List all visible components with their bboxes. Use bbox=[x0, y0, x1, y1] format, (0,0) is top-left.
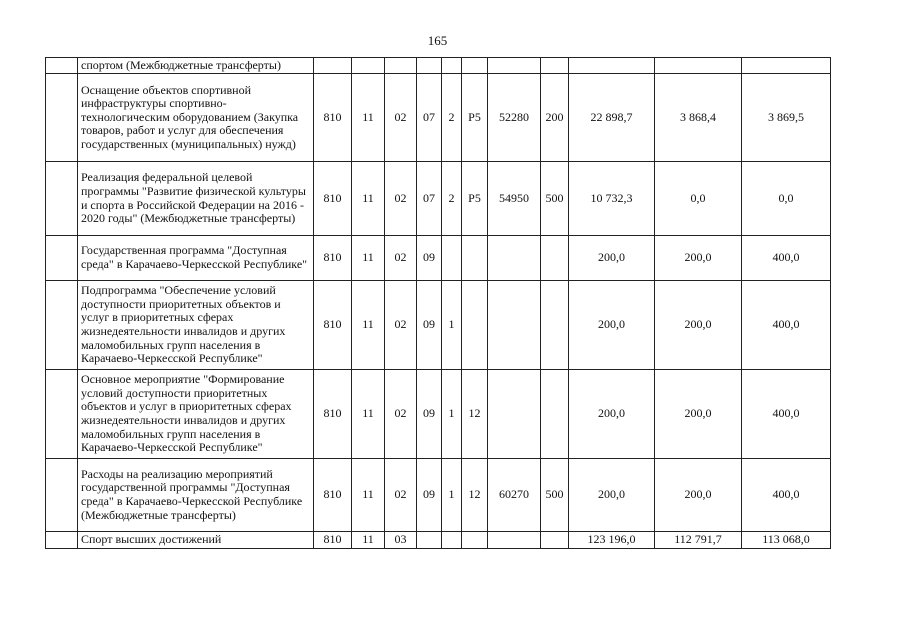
code-vr-cell bbox=[541, 532, 569, 549]
code-ved-cell: 810 bbox=[314, 236, 352, 281]
code-pr-cell: 02 bbox=[385, 74, 417, 162]
code-vr-cell: 200 bbox=[541, 74, 569, 162]
amount-year2-cell: 112 791,7 bbox=[655, 532, 742, 549]
code-rz-cell: 11 bbox=[352, 236, 385, 281]
code-pr-cell: 02 bbox=[385, 281, 417, 370]
code-pr-cell: 02 bbox=[385, 459, 417, 532]
amount-year2-cell: 200,0 bbox=[655, 459, 742, 532]
amount-year3-cell: 400,0 bbox=[742, 459, 831, 532]
code-sub-cell: 2 bbox=[442, 74, 462, 162]
amount-year2-cell: 200,0 bbox=[655, 236, 742, 281]
code-osn-cell: 12 bbox=[462, 459, 488, 532]
code-ved-cell: 810 bbox=[314, 74, 352, 162]
code-sub-cell: 2 bbox=[442, 162, 462, 236]
index-cell bbox=[46, 162, 78, 236]
code-rz-cell: 11 bbox=[352, 370, 385, 459]
code-prog-cell: 07 bbox=[417, 74, 442, 162]
amount-year1-cell bbox=[569, 58, 655, 74]
amount-year2-cell: 200,0 bbox=[655, 281, 742, 370]
amount-year2-cell: 0,0 bbox=[655, 162, 742, 236]
item-name-cell: Оснащение объектов спортивной инфраструктуры спортивно-технологическим оборудованием (Закупка товаров, работ и услуг для обеспечения государственных (муниципальных) нужд) bbox=[78, 74, 314, 162]
index-cell bbox=[46, 532, 78, 549]
code-rz-cell: 11 bbox=[352, 281, 385, 370]
amount-year1-cell: 200,0 bbox=[569, 459, 655, 532]
code-sub-cell bbox=[442, 532, 462, 549]
code-sub-cell: 1 bbox=[442, 370, 462, 459]
index-cell bbox=[46, 370, 78, 459]
table-row bbox=[46, 459, 831, 532]
item-name-cell: Реализация федеральной целевой программы "Развитие физической культуры и спорта в Российской Федерации на 2016 - 2020 годы" (Межбюджетные трансферты) bbox=[78, 162, 314, 236]
code-prog-cell bbox=[417, 532, 442, 549]
code-prog-cell: 09 bbox=[417, 236, 442, 281]
code-ved-cell: 810 bbox=[314, 162, 352, 236]
code-pr-cell: 02 bbox=[385, 370, 417, 459]
code-osn-cell bbox=[462, 532, 488, 549]
table-row bbox=[46, 281, 831, 370]
code-dir-cell: 52280 bbox=[488, 74, 541, 162]
amount-year1-cell: 200,0 bbox=[569, 281, 655, 370]
code-dir-cell bbox=[488, 370, 541, 459]
index-cell bbox=[46, 281, 78, 370]
amount-year1-cell: 10 732,3 bbox=[569, 162, 655, 236]
code-prog-cell: 09 bbox=[417, 459, 442, 532]
amount-year3-cell: 113 068,0 bbox=[742, 532, 831, 549]
amount-year2-cell: 200,0 bbox=[655, 370, 742, 459]
amount-year1-cell: 22 898,7 bbox=[569, 74, 655, 162]
amount-year3-cell: 0,0 bbox=[742, 162, 831, 236]
code-dir-cell: 60270 bbox=[488, 459, 541, 532]
index-cell bbox=[46, 58, 78, 74]
code-pr-cell bbox=[385, 58, 417, 74]
code-osn-cell bbox=[462, 58, 488, 74]
index-cell bbox=[46, 74, 78, 162]
item-name-cell: спортом (Межбюджетные трансферты) bbox=[78, 58, 314, 74]
code-rz-cell: 11 bbox=[352, 74, 385, 162]
code-vr-cell bbox=[541, 370, 569, 459]
code-dir-cell bbox=[488, 58, 541, 74]
code-vr-cell bbox=[541, 58, 569, 74]
code-ved-cell: 810 bbox=[314, 459, 352, 532]
code-dir-cell bbox=[488, 236, 541, 281]
code-rz-cell: 11 bbox=[352, 532, 385, 549]
item-name-cell: Спорт высших достижений bbox=[78, 532, 314, 549]
code-osn-cell: 12 bbox=[462, 370, 488, 459]
code-osn-cell bbox=[462, 281, 488, 370]
amount-year2-cell: 3 868,4 bbox=[655, 74, 742, 162]
index-cell bbox=[46, 459, 78, 532]
amount-year3-cell: 400,0 bbox=[742, 370, 831, 459]
table-row bbox=[46, 532, 831, 549]
code-sub-cell bbox=[442, 58, 462, 74]
code-pr-cell: 03 bbox=[385, 532, 417, 549]
table-row bbox=[46, 58, 831, 74]
amount-year1-cell: 200,0 bbox=[569, 236, 655, 281]
amount-year2-cell bbox=[655, 58, 742, 74]
code-sub-cell: 1 bbox=[442, 281, 462, 370]
code-osn-cell: Р5 bbox=[462, 162, 488, 236]
amount-year1-cell: 123 196,0 bbox=[569, 532, 655, 549]
amount-year3-cell: 400,0 bbox=[742, 236, 831, 281]
item-name-cell: Расходы на реализацию мероприятий государственной программы "Доступная среда" в Карачаево-Черкесской Республике (Межбюджетные трансферты) bbox=[78, 459, 314, 532]
code-pr-cell: 02 bbox=[385, 236, 417, 281]
code-prog-cell bbox=[417, 58, 442, 74]
code-ved-cell: 810 bbox=[314, 281, 352, 370]
code-rz-cell: 11 bbox=[352, 162, 385, 236]
amount-year1-cell: 200,0 bbox=[569, 370, 655, 459]
code-sub-cell: 1 bbox=[442, 459, 462, 532]
code-ved-cell bbox=[314, 58, 352, 74]
code-vr-cell: 500 bbox=[541, 459, 569, 532]
amount-year3-cell bbox=[742, 58, 831, 74]
code-rz-cell bbox=[352, 58, 385, 74]
code-vr-cell bbox=[541, 281, 569, 370]
code-rz-cell: 11 bbox=[352, 459, 385, 532]
budget-table bbox=[45, 57, 831, 549]
code-osn-cell: Р5 bbox=[462, 74, 488, 162]
code-vr-cell bbox=[541, 236, 569, 281]
page-number: 165 bbox=[427, 33, 448, 48]
code-ved-cell: 810 bbox=[314, 370, 352, 459]
item-name-cell: Подпрограмма "Обеспечение условий доступности приоритетных объектов и услуг в приоритетных сферах жизнедеятельности инвалидов и других маломобильных групп населения в Карачаево-Черкесской Республике" bbox=[78, 281, 314, 370]
code-pr-cell: 02 bbox=[385, 162, 417, 236]
amount-year3-cell: 400,0 bbox=[742, 281, 831, 370]
table-row bbox=[46, 162, 831, 236]
code-dir-cell: 54950 bbox=[488, 162, 541, 236]
item-name-cell: Основное мероприятие "Формирование условий доступности приоритетных объектов и услуг в приоритетных сферах жизнедеятельности инвалидов и других маломобильных групп населения в Карачаево-Черкесской Республике" bbox=[78, 370, 314, 459]
index-cell bbox=[46, 236, 78, 281]
code-osn-cell bbox=[462, 236, 488, 281]
code-dir-cell bbox=[488, 532, 541, 549]
code-prog-cell: 09 bbox=[417, 370, 442, 459]
table-row bbox=[46, 370, 831, 459]
item-name-cell: Государственная программа "Доступная среда" в Карачаево-Черкесской Республике" bbox=[78, 236, 314, 281]
amount-year3-cell: 3 869,5 bbox=[742, 74, 831, 162]
table-row bbox=[46, 74, 831, 162]
code-vr-cell: 500 bbox=[541, 162, 569, 236]
table-row bbox=[46, 236, 831, 281]
code-sub-cell bbox=[442, 236, 462, 281]
code-prog-cell: 07 bbox=[417, 162, 442, 236]
code-prog-cell: 09 bbox=[417, 281, 442, 370]
code-ved-cell: 810 bbox=[314, 532, 352, 549]
code-dir-cell bbox=[488, 281, 541, 370]
